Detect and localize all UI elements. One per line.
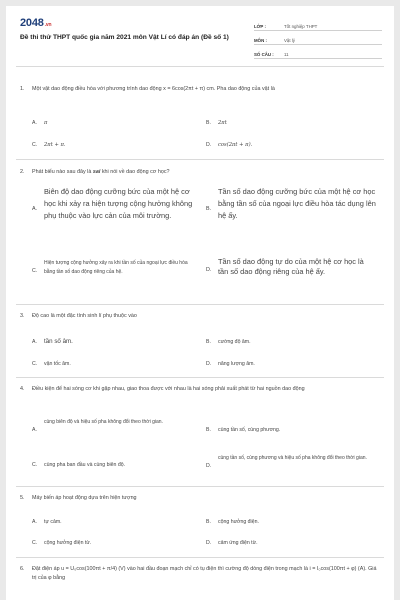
site-logo[interactable] <box>20 17 51 29</box>
option-letter: D. <box>206 142 212 148</box>
question-number: 3. <box>20 313 25 319</box>
meta-label: SỐ CÂU : <box>254 52 274 57</box>
meta-value: Tốt nghiệp THPT <box>284 24 318 29</box>
option-text: cùng pha ban đầu và cùng biên độ. <box>44 462 126 468</box>
divider <box>16 159 384 160</box>
document-page <box>6 6 394 600</box>
question-number: 5. <box>20 495 25 501</box>
option-letter: B. <box>206 339 211 345</box>
question-2-option-c[interactable] <box>32 259 194 276</box>
option-letter: D. <box>206 540 212 546</box>
option-letter: A. <box>32 519 37 525</box>
question-number: 1. <box>20 86 25 92</box>
option-text: π <box>44 120 48 126</box>
question-1 <box>20 85 382 94</box>
option-letter: A. <box>32 339 37 345</box>
question-4-option-b[interactable] <box>206 426 376 434</box>
question-text-part: Phát biểu nào sau đây là <box>32 169 93 175</box>
question-5-option-c[interactable] <box>32 539 182 547</box>
meta-row-count <box>254 47 382 59</box>
question-2-option-d[interactable] <box>206 257 376 277</box>
question-text: Đặt điện áp u = U₀cos(100πt + π/4) (V) vào hai đầu đoạn mạch chỉ có tụ điện thì cường độ dòng điện trong mạch là i = I₀cos(100πt + φ) (A). Giá trị của φ bằng <box>32 566 377 581</box>
question-number: 2. <box>20 169 25 175</box>
option-text: cảm ứng điện từ. <box>218 540 258 546</box>
option-text: Hiện tượng cộng hưởng xảy ra khi tần số của ngoại lực điều hòa bằng tần số dao động riêng của hệ. <box>44 260 188 275</box>
question-1-option-a[interactable] <box>32 119 182 127</box>
option-letter: D. <box>206 267 212 273</box>
option-letter: B. <box>206 206 212 212</box>
exam-title: Đề thi thử THPT quốc gia năm 2021 môn Vật Lí có đáp án (Đề số 1) <box>20 34 229 41</box>
option-letter: A. <box>32 120 37 126</box>
exam-meta <box>254 19 382 61</box>
option-text: cùng tần số, cùng phương. <box>218 427 281 433</box>
question-1-option-c[interactable] <box>32 141 182 149</box>
question-text: Một vật dao động điều hòa với phương trình dao động x = 6cos(2πt + π) cm. Pha dao động của vật là <box>32 86 275 92</box>
option-text: vận tốc âm. <box>44 361 71 367</box>
meta-row-subject <box>254 33 382 45</box>
option-text: tự cảm. <box>44 519 62 525</box>
question-5-option-a[interactable] <box>32 518 182 526</box>
option-text: cùng tần số, cùng phương và hiệu số pha không đổi theo thời gian. <box>218 455 367 461</box>
question-text: Máy biến áp hoạt động dựa trên hiện tượng <box>32 495 137 501</box>
option-text: cùng biên độ và hiệu số pha không đổi theo thời gian. <box>44 419 163 425</box>
option-text: cường độ âm. <box>218 339 251 345</box>
option-letter: C. <box>32 142 38 148</box>
option-letter: B. <box>206 427 211 433</box>
option-letter: C. <box>32 462 38 468</box>
question-2-option-b[interactable] <box>206 186 376 222</box>
question-4-option-c[interactable] <box>32 461 192 469</box>
question-2-option-a[interactable] <box>32 186 194 222</box>
meta-value: Vật lý <box>284 38 295 43</box>
option-text: cộng hưởng điện. <box>218 519 259 525</box>
question-3-option-a[interactable] <box>32 338 182 346</box>
question-1-option-d[interactable] <box>206 141 376 149</box>
question-3-option-d[interactable] <box>206 360 376 368</box>
question-5-option-b[interactable] <box>206 518 376 526</box>
question-2 <box>20 168 382 177</box>
divider <box>16 304 384 305</box>
option-text: năng lượng âm. <box>218 361 255 367</box>
divider <box>16 486 384 487</box>
logo-text: 2048 <box>20 17 44 29</box>
divider <box>16 557 384 558</box>
question-3-option-c[interactable] <box>32 360 182 368</box>
question-4 <box>20 385 382 394</box>
question-4-option-a[interactable] <box>32 418 172 433</box>
question-text <box>32 168 382 177</box>
divider <box>16 66 384 67</box>
question-text: Điều kiện để hai sóng cơ khi gặp nhau, giao thoa được với nhau là hai sóng phải xuất phát từ hai nguồn dao động <box>32 386 305 392</box>
question-3 <box>20 312 382 321</box>
meta-value: 11 <box>284 52 289 57</box>
option-letter: B. <box>206 519 211 525</box>
meta-row-class <box>254 19 382 31</box>
meta-label: MÔN : <box>254 38 267 43</box>
option-text: Tần số dao động cưỡng bức của một hệ cơ học bằng tần số của ngoại lực điều hòa tác dụng lên hệ ấy. <box>218 187 376 220</box>
question-number: 4. <box>20 386 25 392</box>
question-6 <box>20 565 382 583</box>
option-text: cộng hưởng điện từ. <box>44 540 92 546</box>
option-text: Biên độ dao động cưỡng bức của một hệ cơ học khi xảy ra hiện tượng cộng hưởng không phụ thuộc vào lực cản của môi trường. <box>44 187 193 220</box>
question-text: Độ cao là một đặc tính sinh lí phụ thuộc vào <box>32 313 137 319</box>
question-4-option-d[interactable] <box>206 454 378 469</box>
option-letter: D. <box>206 463 212 469</box>
question-text-part: khi nói về dao động cơ học? <box>100 169 170 175</box>
option-text: Tần số dao động tự do của một hệ cơ học là tần số dao động riêng của hệ ấy. <box>218 257 364 276</box>
question-3-option-b[interactable] <box>206 338 376 346</box>
option-text: tần số âm. <box>44 338 73 345</box>
option-letter: B. <box>206 120 211 126</box>
option-letter: A. <box>32 427 37 433</box>
option-letter: D. <box>206 361 212 367</box>
option-letter: A. <box>32 206 38 212</box>
divider <box>16 377 384 378</box>
question-emphasis: sai <box>92 169 101 175</box>
option-text: 2πt + π. <box>44 142 66 148</box>
option-text: 2πt <box>218 120 227 126</box>
option-letter: C. <box>32 361 38 367</box>
question-5 <box>20 494 382 503</box>
question-number: 6. <box>20 566 25 572</box>
option-letter: C. <box>32 268 38 274</box>
logo-suffix: .vn <box>44 22 52 28</box>
question-5-option-d[interactable] <box>206 539 376 547</box>
meta-label: LỚP : <box>254 24 266 29</box>
option-letter: C. <box>32 540 38 546</box>
question-1-option-b[interactable] <box>206 119 376 127</box>
option-text: cos(2πt + π). <box>218 142 253 148</box>
